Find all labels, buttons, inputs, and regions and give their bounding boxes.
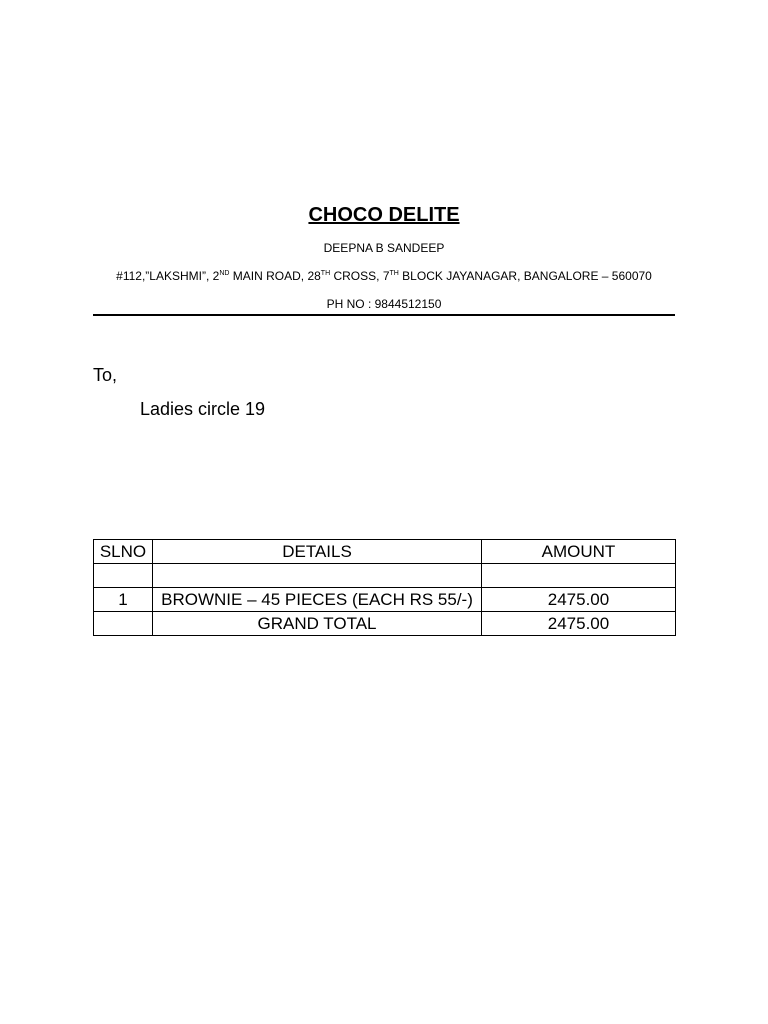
row-slno	[94, 564, 153, 588]
phone-number: PH NO : 9844512150	[326, 297, 442, 311]
row-amount	[482, 564, 676, 588]
table-row	[94, 564, 676, 588]
header-divider	[93, 314, 675, 316]
grand-total-label: GRAND TOTAL	[153, 612, 482, 636]
company-address	[0, 269, 768, 283]
row-slno: 1	[94, 588, 153, 612]
table-row	[94, 588, 676, 612]
address-part-2: MAIN ROAD, 28	[229, 269, 321, 283]
recipient-name: Ladies circle 19	[140, 399, 266, 419]
total-slno	[94, 612, 153, 636]
invoice-table	[93, 539, 676, 636]
grand-total-row	[94, 612, 676, 636]
header-details: DETAILS	[153, 540, 482, 564]
header-amount: AMOUNT	[482, 540, 676, 564]
address-superscript-3: TH	[389, 270, 399, 277]
row-details: BROWNIE – 45 PIECES (EACH RS 55/-)	[153, 588, 482, 612]
grand-total-amount: 2475.00	[482, 612, 676, 636]
address-superscript-1: ND	[219, 270, 230, 277]
address-part-1: #112,”LAKSHMI”, 2	[116, 269, 220, 283]
address-superscript-2: TH	[320, 270, 331, 277]
table-header-row	[94, 540, 676, 564]
company-name: CHOCO DELITE	[308, 204, 460, 226]
row-details	[153, 564, 482, 588]
row-amount: 2475.00	[482, 588, 676, 612]
address-part-4: BLOCK JAYANAGAR, BANGALORE – 560070	[398, 269, 652, 283]
header-slno: SLNO	[94, 540, 153, 564]
address-part-3: CROSS, 7	[330, 269, 390, 283]
to-label: To,	[93, 365, 118, 385]
owner-name: DEEPNA B SANDEEP	[323, 241, 445, 255]
